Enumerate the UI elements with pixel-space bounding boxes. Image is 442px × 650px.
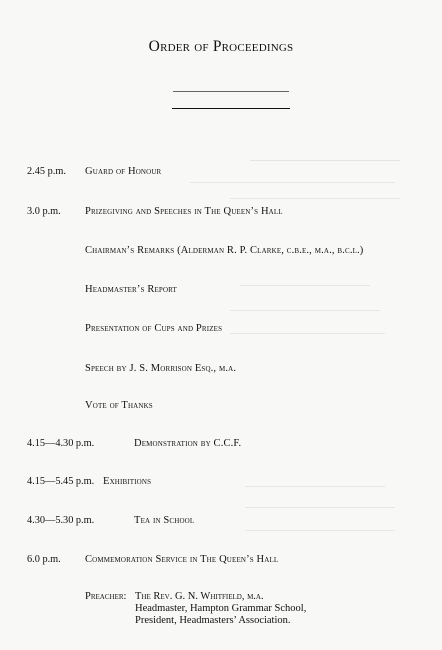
bleed-line [230, 198, 400, 199]
schedule-time: 4.15—4.30 p.m. [27, 438, 95, 449]
preacher-name: The Rev. G. N. Whitfield, m.a. [135, 591, 264, 602]
bleed-line [245, 486, 385, 487]
preacher-label: Preacher: [85, 591, 127, 602]
preacher-association: President, Headmasters’ Association. [135, 615, 291, 626]
bleed-line [230, 310, 380, 311]
schedule-item: Guard of Honour [85, 166, 162, 177]
schedule-item: Exhibitions [103, 476, 152, 487]
schedule-item: Speech by J. S. Morrison Esq., m.a. [85, 363, 237, 374]
bleed-line [230, 333, 385, 334]
preacher-block [85, 591, 307, 626]
bleed-line [240, 285, 370, 286]
schedule-time: 3.0 p.m. [27, 206, 61, 217]
schedule-time: 4.15—5.45 p.m. [27, 476, 95, 487]
title-rule-thin [173, 91, 289, 92]
schedule-time: 2.45 p.m. [27, 166, 66, 177]
bleed-line [190, 182, 395, 183]
schedule-time: 4.30—5.30 p.m. [27, 515, 95, 526]
bleed-line [245, 530, 395, 531]
title-rule-thick [172, 108, 290, 109]
schedule-item: Prizegiving and Speeches in The Queen’s Hall [85, 206, 283, 217]
page-title: Order of Proceedings [148, 38, 294, 55]
bleed-line [245, 507, 395, 508]
schedule-item: Vote of Thanks [85, 400, 153, 411]
schedule-time: 6.0 p.m. [27, 554, 61, 565]
preacher-role: Headmaster, Hampton Grammar School, [135, 603, 307, 614]
preacher-details [135, 591, 306, 627]
schedule-item: Presentation of Cups and Prizes [85, 323, 223, 334]
schedule-item: Commemoration Service in The Queen’s Hall [85, 554, 279, 565]
schedule-item: Chairman’s Remarks (Alderman R. P. Clarke, c.b.e., m.a., b.c.l.) [85, 245, 364, 256]
schedule-item: Headmaster’s Report [85, 284, 177, 295]
bleed-line [250, 160, 400, 161]
schedule-item: Demonstration by C.C.F. [134, 438, 242, 449]
schedule-item: Tea in School [134, 515, 195, 526]
